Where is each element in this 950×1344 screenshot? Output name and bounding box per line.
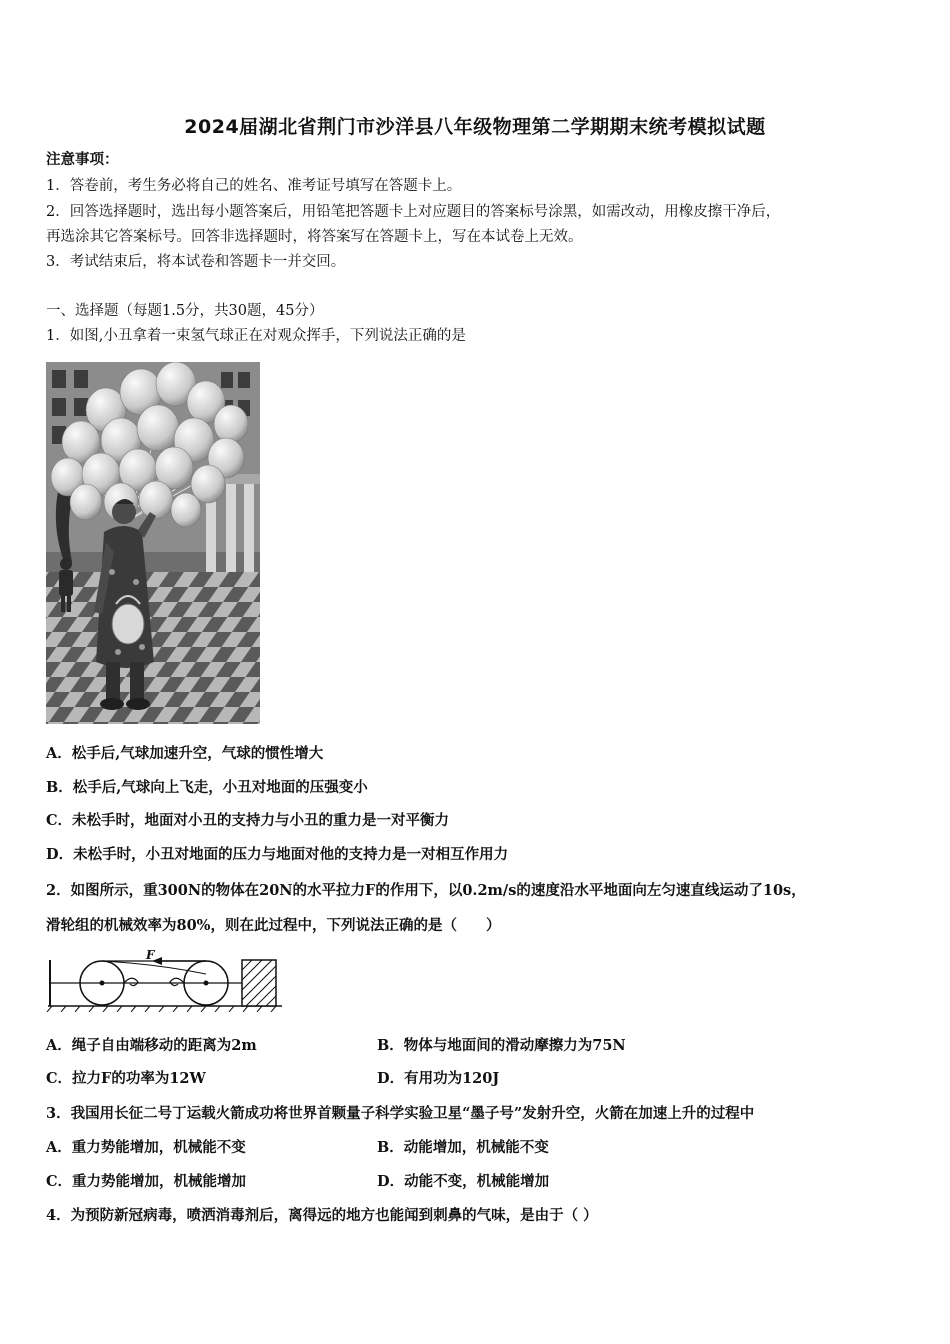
notice-item-1: 1．答卷前，考生务必将自己的姓名、准考证号填写在答题卡上。 <box>46 178 462 194</box>
notice-item-2-cont: 再选涂其它答案标号。回答非选择题时，将答案写在答题卡上，写在本试卷上无效。 <box>46 229 583 245</box>
q1-option-d: D．未松手时，小丑对地面的压力与地面对他的支持力是一对相互作用力 <box>46 846 509 863</box>
pulley-diagram <box>46 950 286 1012</box>
q3-option-a: A．重力势能增加，机械能不变 <box>46 1139 246 1156</box>
q2-stem-line2: 滑轮组的机械效率为80%，则在此过程中，下列说法正确的是（ ） <box>46 917 501 934</box>
q3-option-d: D．动能不变，机械能增加 <box>377 1173 550 1190</box>
q4-stem: 4．为预防新冠病毒，喷洒消毒剂后，离得远的地方也能闻到刺鼻的气味，是由于（ ） <box>46 1207 598 1224</box>
notice-heading: 注意事项： <box>46 151 119 168</box>
q2-option-d: D．有用功为120J <box>377 1070 500 1087</box>
q1-stem: 1．如图,小丑拿着一束氢气球正在对观众挥手，下列说法正确的是 <box>46 328 466 344</box>
q1-option-c: C．未松手时，地面对小丑的支持力与小丑的重力是一对平衡力 <box>46 812 450 829</box>
force-label: F <box>146 950 155 962</box>
q2-option-c: C．拉力F的功率为12W <box>46 1070 206 1087</box>
document-title: 2024届湖北省荆门市沙洋县八年级物理第二学期期末统考模拟试题 <box>184 116 766 138</box>
q1-option-a: A．松手后,气球加速升空，气球的惯性增大 <box>46 745 324 762</box>
notice-item-3: 3．考试结束后，将本试卷和答题卡一并交回。 <box>46 254 346 270</box>
q1-option-b: B．松手后,气球向上飞走，小丑对地面的压强变小 <box>46 779 368 796</box>
q3-option-b: B．动能增加，机械能不变 <box>377 1139 549 1156</box>
q3-stem: 3．我国用长征二号丁运载火箭成功将世界首颗量子科学实验卫星“墨子号”发射升空，火箭在加速上升的过程中 <box>46 1105 755 1122</box>
q2-option-a: A．绳子自由端移动的距离为2m <box>46 1037 257 1054</box>
section-heading: 一、选择题（每题1.5分，共30题，45分） <box>46 303 324 319</box>
q2-option-b: B．物体与地面间的滑动摩擦力为75N <box>377 1037 626 1054</box>
notice-item-2: 2．回答选择题时，选出每小题答案后，用铅笔把答题卡上对应题目的答案标号涂黑，如需改动，用橡皮擦干净后， <box>46 204 781 220</box>
q2-stem-line1: 2．如图所示，重300N的物体在20N的水平拉力F的作用下，以0.2m/s的速度沿水平地面向左匀速直线运动了10s， <box>46 882 806 899</box>
clown-balloons-photo <box>46 362 260 724</box>
q3-option-c: C．重力势能增加，机械能增加 <box>46 1173 247 1190</box>
